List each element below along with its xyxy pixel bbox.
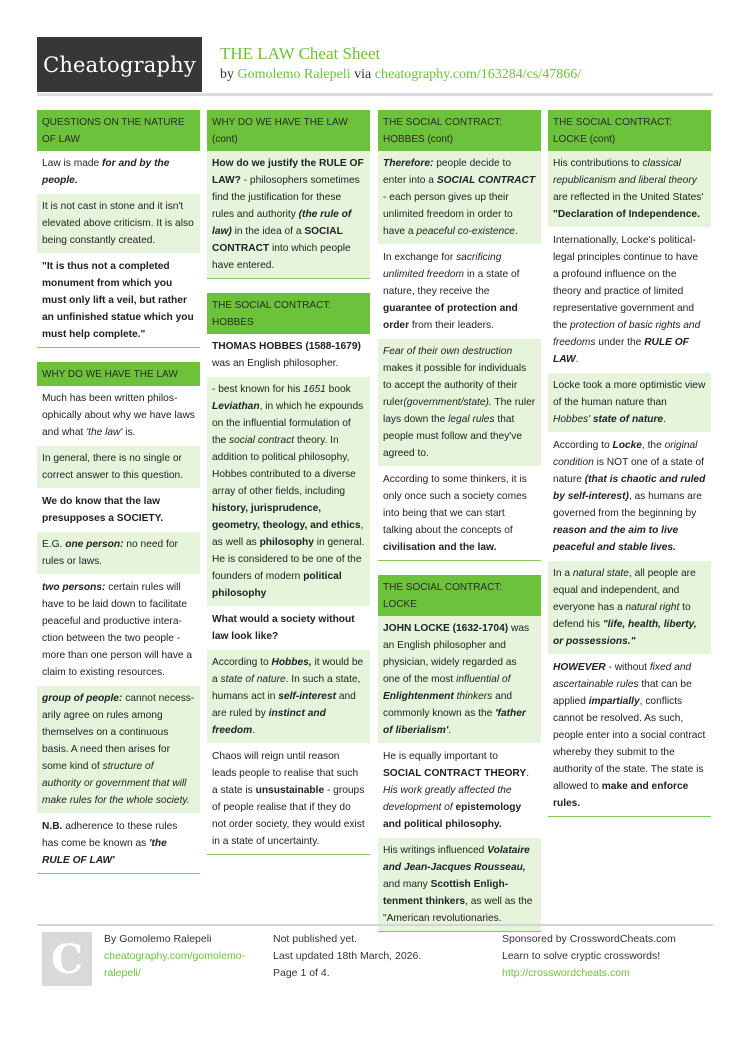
section-social-contract-locke [378,575,541,932]
content-cell: two persons: certain rules will have to be laid down to facilitate peaceful and productive interaction between the two people - more than one person will have a claim to existing resources. [37,575,200,686]
content-cell: Law is made for and by the people. [37,151,200,194]
content-cell: Fear of their own destruction makes it possible for individuals to accept the authority of their ruler(government/state). The ruler lays down the legal rules that people must follow and they've agreed to. [378,339,541,467]
title-block [220,44,720,83]
content-cell: According to some thinkers, it is only once such a society comes into being that we can start talking about the concepts of civilisation and the law. [378,467,541,561]
content-cell: According to Hobbes, it would be a state of nature. In such a state, humans act in self-interest and are ruled by instinct and freedom. [207,650,370,744]
column-3 [378,110,541,946]
footer-author-name[interactable]: Gomolemo Ralepeli [119,933,212,945]
content-cell: It is not cast in stone and it isn't elevated above criticism. It is also being constantly created. [37,194,200,254]
content-cell: E.G. one person: no need for rules or laws. [37,532,200,575]
byline: by Gomolemo Ralepeli via cheatography.com/163284/cs/47866/ [220,67,582,82]
cheatography-logo[interactable] [37,37,202,92]
content-cell: group of people: cannot necessarily agree on rules among themselves on a continuous basis. A need then arises for some kind of structure of authority or government that will make rules for the whole society. [37,686,200,814]
content-cell: JOHN LOCKE (1632-1704) was an English philosopher and physician, widely regarded as one of the most influential of Enlightenment thinkers and commonly known as the 'father of liberialism'. [378,616,541,744]
avatar-letter: C [51,935,83,983]
column-2 [207,110,370,869]
content-cell: We do know that the law presupposes a SOCIETY. [37,489,200,532]
section-header: THE SOCIAL CONTRACT: HOBBES [207,293,370,334]
content-cell: - best known for his 1651 book Leviathan, in which he expounds on the influential formulation of the social contract theory. In addition to political philosophy, Hobbes contributed to a diverse array of other fields, including history, jurisprudence, geometry, theology, and ethics, as well as philosophy in general. He is considered to be one of the founders of modern political philosophy [207,377,370,607]
footer-status [273,931,473,982]
column-4 [548,110,711,831]
author-link[interactable]: Gomolemo Ralepeli [237,67,351,82]
section-social-contract-locke-cont [548,110,711,817]
section-header: QUESTIONS ON THE NATURE OF LAW [37,110,200,151]
section-header: THE SOCIAL CONTRACT: LOCKE (cont) [548,110,711,151]
last-updated: Last updated 18th March, 2026. [273,950,422,962]
logo-text: Cheatography [43,52,196,77]
content-cell: Chaos will reign until reason leads people to realise that such a state is unsustainable - groups of people realise that if they do not order society, they would exist in a state of uncertainty. [207,744,370,855]
content-cell: "It is thus not a completed monument from which you must only lift a veil, but rather an unfinished statue which you must help complete." [37,254,200,348]
sponsor-link[interactable]: http://crosswordcheats.com [502,967,630,979]
content-cell: His writings influenced Volataire and Jean-Jacques Rousseau, and many Scottish Enlightenment thinkers, as well as the "American revolutionaries. [378,838,541,932]
content-cell: Locke took a more optimistic view of the human nature than Hobbes' state of nature. [548,373,711,433]
sheet-url-link[interactable]: cheatography.com/163284/cs/47866/ [374,67,582,82]
footer-author-link-cont[interactable]: ralepeli/ [104,967,141,979]
sponsor-tagline: Learn to solve cryptic crosswords! [502,950,661,962]
content-cell: His contributions to classical republicanism and liberal theory are reflected in the United States' "Declaration of Independence. [548,151,711,228]
section-social-contract-hobbes [207,293,370,855]
content-cell: HOWEVER - without fixed and ascertainable rules that can be applied impartially, conflicts cannot be resolved. As such, people enter into a social contract whereby they submit to the authority of the state. The state is allowed to make and enforce rules. [548,655,711,817]
sponsor-name[interactable]: CrosswordCheats.com [569,933,676,945]
content-cell: THOMAS HOBBES (1588-1679) was an English philosopher. [207,334,370,377]
page-title: THE LAW Cheat Sheet [220,44,381,63]
footer-author-link[interactable]: cheatography.com/gomolemo- [104,950,246,962]
footer-divider [37,924,713,926]
author-avatar[interactable] [42,932,92,986]
content-cell: How do we justify the RULE OF LAW? - philosophers sometimes find the justification for these rules and authority (the rule of law) in the idea of a SOCIAL CONTRACT into which people have entered. [207,151,370,279]
content-cell: He is equally important to SOCIAL CONTRACT THEORY. His work greatly affected the development of epistemology and political philosophy. [378,744,541,838]
content-cell: What would a society without law look like? [207,607,370,650]
footer-author: By Gomolemo Ralepeli cheatography.com/gomolemo- ralepeli/ [104,931,254,982]
content-cell: Therefore: people decide to enter into a SOCIAL CONTRACT - each person gives up their unlimited freedom in order to have a peaceful co-existence. [378,151,541,245]
footer-sponsor: Sponsored by CrosswordCheats.com Learn to solve cryptic crosswords! http://crosswordcheats.com [502,931,722,982]
publish-status: Not published yet. [273,933,358,945]
section-header: WHY DO WE HAVE THE LAW (cont) [207,110,370,151]
header-divider [37,93,713,96]
page-number: Page 1 of 4. [273,967,330,979]
content-cell: In a natural state, all people are equal and independent, and everyone has a natural right to defend his "life, health, liberty, or possessions." [548,561,711,655]
section-header: WHY DO WE HAVE THE LAW [37,362,200,386]
section-why-law [37,362,200,874]
content-cell: In exchange for sacrificing unlimited freedom in a state of nature, they receive the guarantee of protection and order from their leaders. [378,245,541,339]
section-questions-nature-of-law [37,110,200,348]
column-1 [37,110,200,888]
content-cell: In general, there is no single or correct answer to this question. [37,446,200,489]
content-cell: Internationally, Locke's political-legal principles continue to have a profound influence on the theory and practice of limited representative government and the protection of basic rights and freedoms under the RULE OF LAW. [548,228,711,373]
section-why-law-cont [207,110,370,279]
section-header: THE SOCIAL CONTRACT: HOBBES (cont) [378,110,541,151]
content-cell: Much has been written philosophically about why we have laws and what 'the law' is. [37,386,200,446]
section-header: THE SOCIAL CONTRACT: LOCKE [378,575,541,616]
content-cell: According to Locke, the original condition is NOT one of a state of nature (that is chaotic and ruled by self-interest), as humans are governed from the beginning by reason and the aim to live peaceful and stable lives. [548,433,711,561]
content-cell: N.B. adherence to these rules has come be known as 'the RULE OF LAW' [37,814,200,874]
section-social-contract-hobbes-cont [378,110,541,561]
